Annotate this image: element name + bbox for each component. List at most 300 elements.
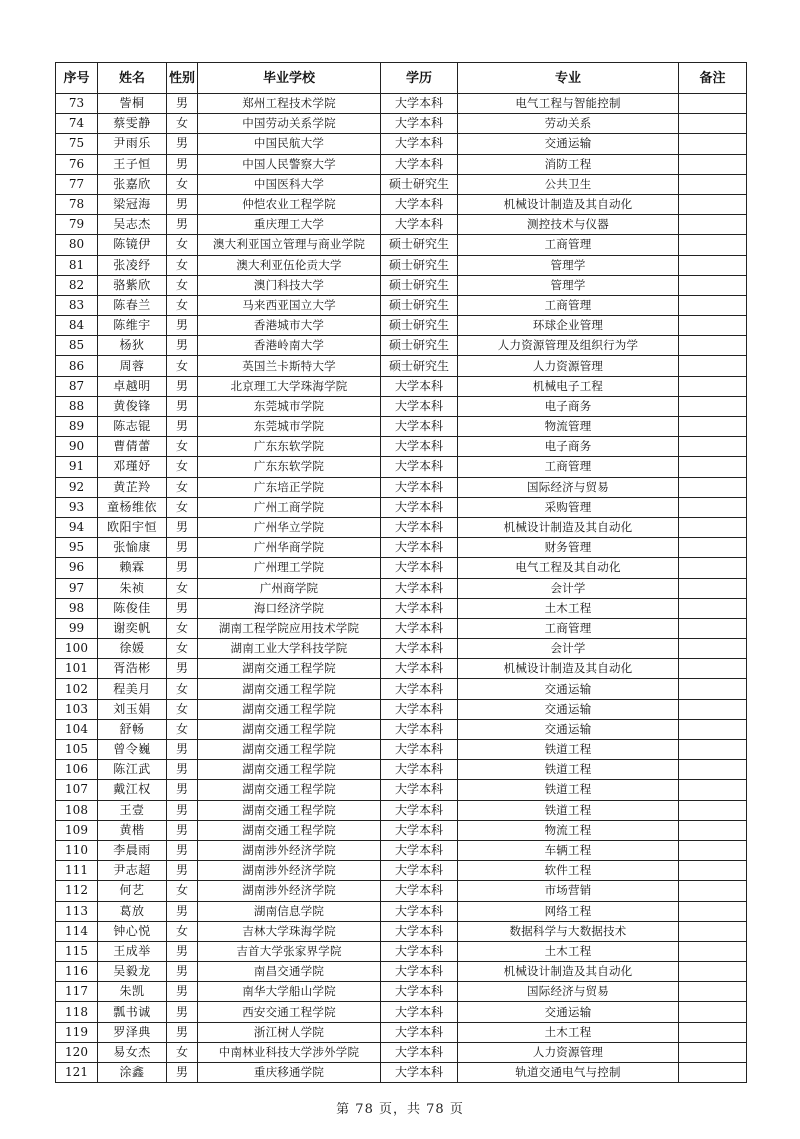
cell-school: 湖南交通工程学院 [198,719,381,739]
cell-name: 戴江权 [98,780,167,800]
cell-degree: 硕士研究生 [381,336,458,356]
cell-gender: 男 [167,517,198,537]
cell-gender: 男 [167,194,198,214]
cell-degree: 大学本科 [381,538,458,558]
table-row [56,962,747,982]
footer-total-pages: 78 [426,1102,445,1117]
cell-gender: 男 [167,316,198,336]
cell-degree: 大学本科 [381,94,458,114]
cell-gender: 男 [167,598,198,618]
cell-degree: 硕士研究生 [381,316,458,336]
cell-degree: 大学本科 [381,578,458,598]
cell-major: 电气工程与智能控制 [458,94,679,114]
table-row [56,820,747,840]
cell-remark [679,558,747,578]
footer-current-page: 78 [355,1102,374,1117]
cell-remark [679,659,747,679]
cell-degree: 大学本科 [381,134,458,154]
table-row [56,982,747,1002]
cell-major: 轨道交通电气与控制 [458,1063,679,1083]
table-row [56,477,747,497]
cell-name: 易女杰 [98,1042,167,1062]
cell-degree: 大学本科 [381,417,458,437]
table-row [56,295,747,315]
cell-index: 79 [56,215,98,235]
cell-major: 国际经济与贸易 [458,477,679,497]
cell-gender: 男 [167,840,198,860]
cell-remark [679,94,747,114]
table-row [56,881,747,901]
cell-gender: 女 [167,356,198,376]
table-row [56,578,747,598]
cell-remark [679,921,747,941]
cell-gender: 女 [167,235,198,255]
cell-school: 中国劳动关系学院 [198,114,381,134]
cell-gender: 女 [167,578,198,598]
cell-index: 74 [56,114,98,134]
cell-gender: 男 [167,538,198,558]
cell-index: 75 [56,134,98,154]
cell-name: 陈维宇 [98,316,167,336]
cell-name: 蔡雯静 [98,114,167,134]
cell-index: 121 [56,1063,98,1083]
cell-remark [679,437,747,457]
cell-school: 澳大利亚伍伦贡大学 [198,255,381,275]
cell-name: 赖霖 [98,558,167,578]
cell-degree: 大学本科 [381,497,458,517]
cell-major: 市场营销 [458,881,679,901]
cell-index: 100 [56,639,98,659]
cell-degree: 大学本科 [381,800,458,820]
cell-index: 108 [56,800,98,820]
cell-gender: 男 [167,1002,198,1022]
cell-degree: 大学本科 [381,820,458,840]
cell-name: 梁冠海 [98,194,167,214]
cell-name: 张凌纾 [98,255,167,275]
cell-school: 香港城市大学 [198,316,381,336]
cell-index: 89 [56,417,98,437]
table-row [56,194,747,214]
cell-major: 会计学 [458,578,679,598]
cell-school: 广州商学院 [198,578,381,598]
cell-name: 陈镜伊 [98,235,167,255]
cell-major: 土木工程 [458,941,679,961]
cell-gender: 女 [167,275,198,295]
table-row [56,780,747,800]
cell-school: 广州理工学院 [198,558,381,578]
cell-degree: 大学本科 [381,982,458,1002]
cell-school: 湖南交通工程学院 [198,699,381,719]
cell-index: 97 [56,578,98,598]
cell-name: 尹雨乐 [98,134,167,154]
cell-name: 王壹 [98,800,167,820]
cell-remark [679,840,747,860]
cell-remark [679,194,747,214]
table-row [56,497,747,517]
cell-school: 西安交通工程学院 [198,1002,381,1022]
cell-gender: 男 [167,396,198,416]
cell-remark [679,538,747,558]
cell-name: 黄芷羚 [98,477,167,497]
table-row [56,275,747,295]
cell-name: 卓越明 [98,376,167,396]
table-row [56,94,747,114]
cell-index: 82 [56,275,98,295]
cell-index: 117 [56,982,98,1002]
cell-school: 浙江树人学院 [198,1022,381,1042]
cell-remark [679,740,747,760]
cell-major: 人力资源管理 [458,1042,679,1062]
cell-name: 骆紫欣 [98,275,167,295]
cell-gender: 男 [167,760,198,780]
table-row [56,336,747,356]
cell-gender: 女 [167,618,198,638]
cell-school: 湖南交通工程学院 [198,800,381,820]
cell-major: 机械设计制造及其自动化 [458,517,679,537]
cell-major: 会计学 [458,639,679,659]
cell-school: 广东东软学院 [198,437,381,457]
table-row [56,437,747,457]
cell-major: 铁道工程 [458,740,679,760]
cell-remark [679,376,747,396]
cell-gender: 男 [167,941,198,961]
cell-degree: 大学本科 [381,1042,458,1062]
cell-gender: 女 [167,699,198,719]
cell-school: 湖南工程学院应用技术学院 [198,618,381,638]
cell-major: 铁道工程 [458,780,679,800]
table-row [56,114,747,134]
cell-degree: 大学本科 [381,1002,458,1022]
cell-gender: 男 [167,94,198,114]
cell-index: 109 [56,820,98,840]
cell-name: 瓢书诚 [98,1002,167,1022]
cell-major: 交通运输 [458,699,679,719]
cell-name: 陈江武 [98,760,167,780]
cell-school: 澳大利亚国立管理与商业学院 [198,235,381,255]
table-row [56,618,747,638]
cell-index: 81 [56,255,98,275]
table-row [56,639,747,659]
cell-major: 消防工程 [458,154,679,174]
cell-major: 土木工程 [458,598,679,618]
table-row [56,316,747,336]
cell-remark [679,457,747,477]
cell-degree: 大学本科 [381,639,458,659]
cell-remark [679,618,747,638]
cell-major: 工商管理 [458,295,679,315]
cell-school: 澳门科技大学 [198,275,381,295]
cell-major: 劳动关系 [458,114,679,134]
cell-name: 涂鑫 [98,1063,167,1083]
cell-gender: 男 [167,659,198,679]
cell-name: 周蓉 [98,356,167,376]
footer-prefix: 第 [336,1102,351,1117]
cell-index: 116 [56,962,98,982]
cell-degree: 硕士研究生 [381,235,458,255]
cell-major: 管理学 [458,275,679,295]
table-row [56,538,747,558]
cell-degree: 大学本科 [381,740,458,760]
cell-degree: 大学本科 [381,396,458,416]
cell-remark [679,517,747,537]
cell-index: 113 [56,901,98,921]
cell-name: 张嘉欣 [98,174,167,194]
cell-degree: 大学本科 [381,840,458,860]
cell-degree: 硕士研究生 [381,356,458,376]
cell-remark [679,719,747,739]
cell-school: 广州工商学院 [198,497,381,517]
cell-index: 83 [56,295,98,315]
table-header-row [56,63,747,94]
cell-index: 111 [56,861,98,881]
cell-degree: 大学本科 [381,941,458,961]
footer-middle: 页，共 [378,1102,421,1117]
cell-gender: 男 [167,1063,198,1083]
cell-degree: 大学本科 [381,679,458,699]
table-row [56,1002,747,1022]
cell-name: 朱凯 [98,982,167,1002]
cell-school: 湖南涉外经济学院 [198,881,381,901]
cell-remark [679,114,747,134]
cell-gender: 女 [167,1042,198,1062]
cell-major: 交通运输 [458,679,679,699]
cell-degree: 大学本科 [381,780,458,800]
cell-name: 罗泽典 [98,1022,167,1042]
cell-gender: 男 [167,780,198,800]
cell-index: 114 [56,921,98,941]
cell-index: 98 [56,598,98,618]
cell-gender: 男 [167,861,198,881]
cell-gender: 男 [167,982,198,1002]
cell-name: 陈志锟 [98,417,167,437]
cell-major: 管理学 [458,255,679,275]
cell-gender: 男 [167,336,198,356]
table-row [56,558,747,578]
cell-gender: 女 [167,497,198,517]
cell-index: 77 [56,174,98,194]
cell-name: 李晨雨 [98,840,167,860]
table-row [56,457,747,477]
cell-index: 94 [56,517,98,537]
cell-remark [679,598,747,618]
cell-gender: 男 [167,820,198,840]
cell-major: 国际经济与贸易 [458,982,679,1002]
header-school: 毕业学校 [198,63,381,94]
cell-index: 105 [56,740,98,760]
cell-gender: 女 [167,679,198,699]
table-row [56,417,747,437]
cell-major: 测控技术与仪器 [458,215,679,235]
header-index: 序号 [56,63,98,94]
cell-school: 湖南交通工程学院 [198,679,381,699]
cell-remark [679,941,747,961]
cell-major: 铁道工程 [458,800,679,820]
cell-remark [679,396,747,416]
cell-name: 黄楷 [98,820,167,840]
cell-remark [679,417,747,437]
cell-major: 交通运输 [458,719,679,739]
cell-name: 杨狄 [98,336,167,356]
cell-major: 采购管理 [458,497,679,517]
cell-name: 邓瑾妤 [98,457,167,477]
cell-index: 99 [56,618,98,638]
cell-school: 湖南信息学院 [198,901,381,921]
cell-major: 机械设计制造及其自动化 [458,194,679,214]
cell-gender: 男 [167,962,198,982]
cell-degree: 大学本科 [381,598,458,618]
cell-remark [679,881,747,901]
cell-gender: 女 [167,174,198,194]
cell-index: 93 [56,497,98,517]
cell-name: 陈春兰 [98,295,167,315]
cell-school: 仲恺农业工程学院 [198,194,381,214]
cell-school: 马来西亚国立大学 [198,295,381,315]
cell-gender: 男 [167,376,198,396]
cell-major: 软件工程 [458,861,679,881]
header-name: 姓名 [98,63,167,94]
cell-remark [679,699,747,719]
cell-remark [679,497,747,517]
cell-school: 中国人民警察大学 [198,154,381,174]
cell-degree: 大学本科 [381,861,458,881]
cell-name: 何艺 [98,881,167,901]
cell-gender: 男 [167,215,198,235]
cell-name: 陈俊佳 [98,598,167,618]
cell-remark [679,679,747,699]
cell-major: 物流工程 [458,820,679,840]
cell-name: 王成举 [98,941,167,961]
cell-gender: 女 [167,255,198,275]
cell-major: 交通运输 [458,1002,679,1022]
header-remark: 备注 [679,63,747,94]
cell-degree: 大学本科 [381,901,458,921]
cell-major: 数据科学与大数据技术 [458,921,679,941]
cell-school: 东莞城市学院 [198,417,381,437]
table-row [56,215,747,235]
cell-major: 机械电子工程 [458,376,679,396]
cell-major: 工商管理 [458,457,679,477]
table-row [56,659,747,679]
cell-degree: 大学本科 [381,437,458,457]
cell-school: 南昌交通学院 [198,962,381,982]
cell-remark [679,235,747,255]
cell-index: 92 [56,477,98,497]
cell-school: 海口经济学院 [198,598,381,618]
cell-remark [679,174,747,194]
cell-gender: 女 [167,921,198,941]
cell-name: 刘玉娟 [98,699,167,719]
cell-degree: 大学本科 [381,558,458,578]
cell-remark [679,356,747,376]
cell-degree: 硕士研究生 [381,174,458,194]
cell-school: 湖南交通工程学院 [198,659,381,679]
cell-name: 王子恒 [98,154,167,174]
cell-gender: 女 [167,457,198,477]
cell-gender: 男 [167,901,198,921]
cell-index: 119 [56,1022,98,1042]
cell-remark [679,316,747,336]
cell-school: 北京理工大学珠海学院 [198,376,381,396]
cell-degree: 大学本科 [381,618,458,638]
cell-remark [679,861,747,881]
cell-remark [679,154,747,174]
cell-school: 南华大学船山学院 [198,982,381,1002]
cell-degree: 大学本科 [381,376,458,396]
cell-major: 物流管理 [458,417,679,437]
table-row [56,134,747,154]
table-row [56,598,747,618]
cell-index: 102 [56,679,98,699]
table-body [56,94,747,1083]
cell-gender: 女 [167,437,198,457]
cell-degree: 大学本科 [381,215,458,235]
cell-school: 中国医科大学 [198,174,381,194]
cell-remark [679,215,747,235]
cell-name: 张愉康 [98,538,167,558]
cell-remark [679,1002,747,1022]
cell-index: 95 [56,538,98,558]
cell-remark [679,477,747,497]
cell-school: 东莞城市学院 [198,396,381,416]
cell-name: 欧阳宇恒 [98,517,167,537]
cell-school: 湖南交通工程学院 [198,740,381,760]
cell-school: 中南林业科技大学涉外学院 [198,1042,381,1062]
cell-gender: 女 [167,114,198,134]
cell-remark [679,578,747,598]
cell-remark [679,336,747,356]
cell-major: 车辆工程 [458,840,679,860]
cell-remark [679,134,747,154]
cell-major: 人力资源管理 [458,356,679,376]
cell-index: 87 [56,376,98,396]
table-row [56,517,747,537]
cell-name: 朱祯 [98,578,167,598]
cell-name: 徐媛 [98,639,167,659]
cell-remark [679,295,747,315]
cell-index: 88 [56,396,98,416]
cell-school: 中国民航大学 [198,134,381,154]
cell-major: 电气工程及其自动化 [458,558,679,578]
cell-name: 曾令巍 [98,740,167,760]
cell-name: 童杨维依 [98,497,167,517]
cell-school: 湖南工业大学科技学院 [198,639,381,659]
cell-index: 80 [56,235,98,255]
cell-school: 重庆移通学院 [198,1063,381,1083]
cell-index: 96 [56,558,98,578]
cell-major: 电子商务 [458,396,679,416]
cell-degree: 大学本科 [381,881,458,901]
cell-name: 訾桐 [98,94,167,114]
cell-remark [679,760,747,780]
cell-index: 106 [56,760,98,780]
cell-school: 吉林大学珠海学院 [198,921,381,941]
cell-remark [679,982,747,1002]
cell-major: 土木工程 [458,1022,679,1042]
cell-remark [679,780,747,800]
cell-index: 91 [56,457,98,477]
cell-gender: 男 [167,740,198,760]
cell-name: 曹倩蕾 [98,437,167,457]
cell-degree: 大学本科 [381,699,458,719]
cell-degree: 大学本科 [381,719,458,739]
cell-school: 英国兰卡斯特大学 [198,356,381,376]
cell-major: 工商管理 [458,235,679,255]
table-row [56,376,747,396]
header-degree: 学历 [381,63,458,94]
cell-remark [679,1042,747,1062]
cell-remark [679,1022,747,1042]
cell-name: 尹志超 [98,861,167,881]
